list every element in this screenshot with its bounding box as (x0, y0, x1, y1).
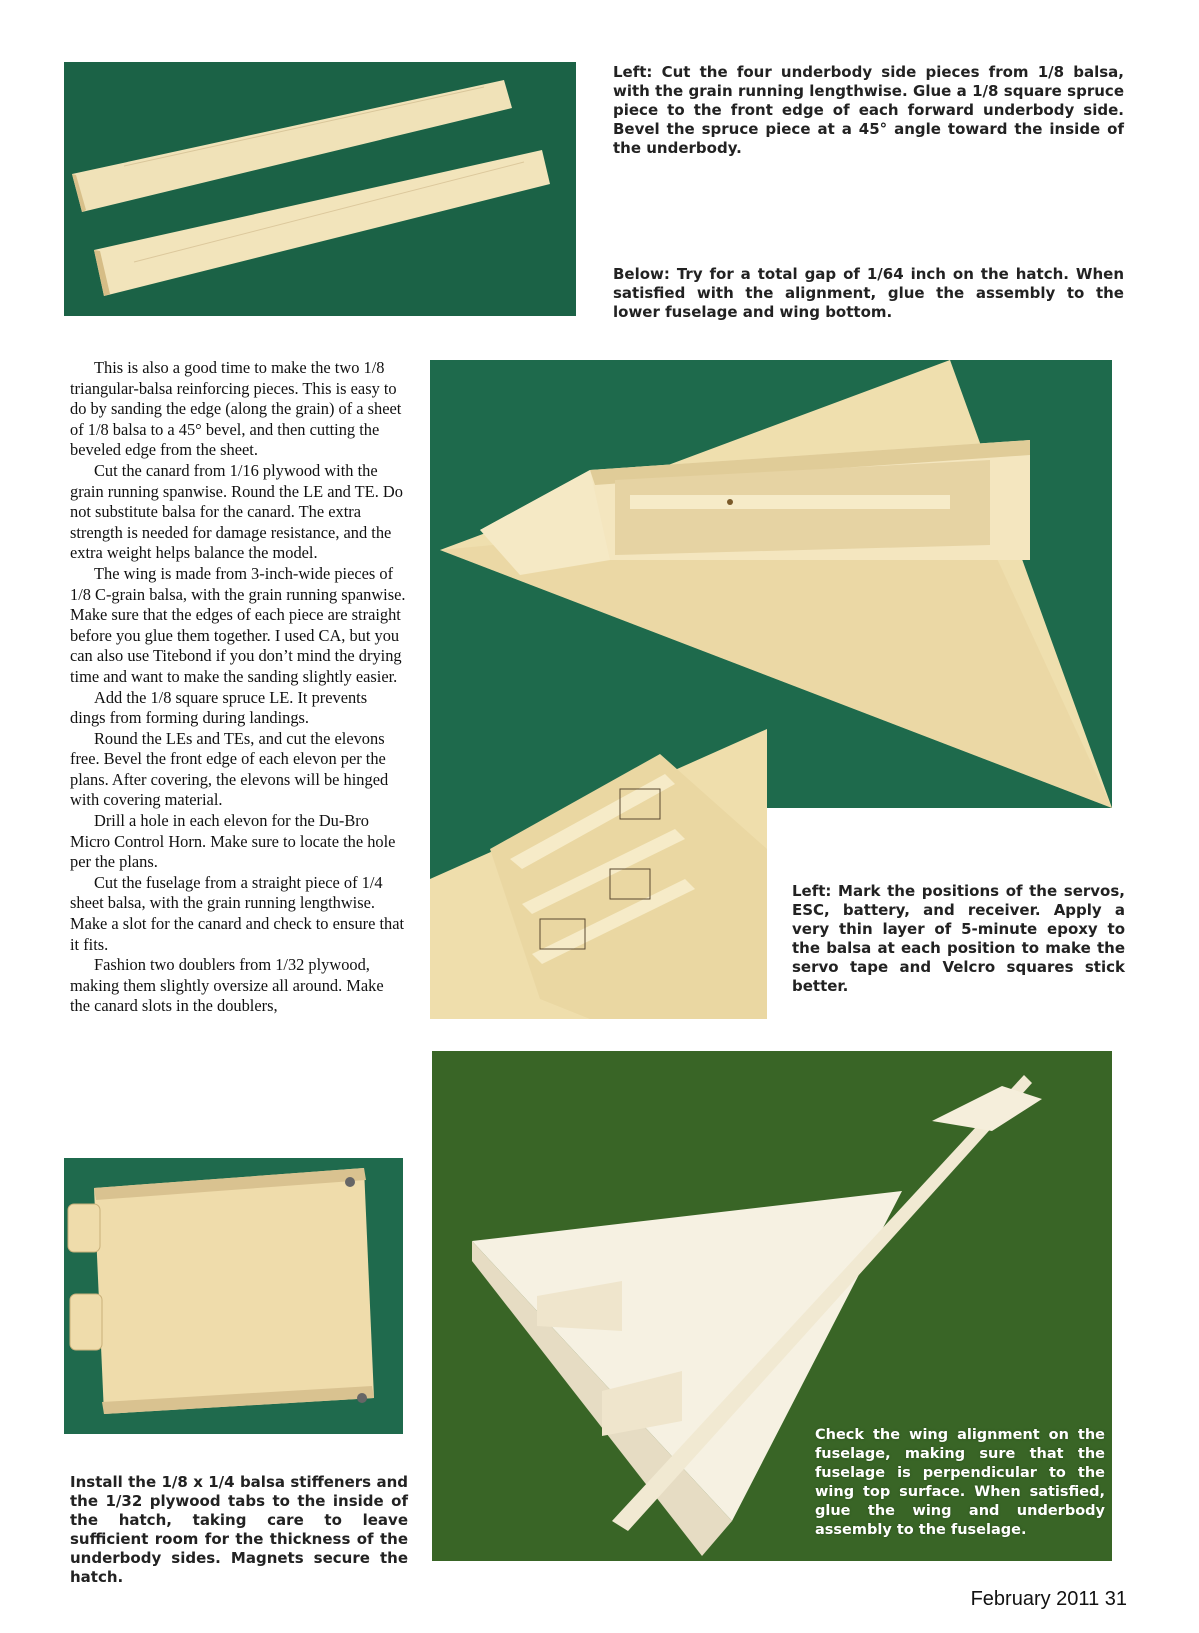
caption-wing-alignment: Check the wing alignment on the fuselage, making sure that the fuselage is perpendicular to the wing top surface. When satisfied, glue the wing and underbody assembly to the fuselage. (815, 1427, 1105, 1538)
photo-servo-positions (430, 729, 767, 1019)
body-paragraph: Round the LEs and TEs, and cut the elevons free. Bevel the front edge of each elevon per the plans. After covering, the elevons will be hinged with covering material. (70, 728, 389, 810)
caption-servo-positions: Left: Mark the positions of the servos, ESC, battery, and receiver. Apply a very thin layer of 5-minute epoxy to the balsa at each position to make the servo tape and Velcro squares stick better. (792, 882, 1125, 995)
photo-hatch (64, 1158, 403, 1434)
body-paragraph: Cut the canard from 1/16 plywood with the grain running spanwise. Round the LE and TE. Do not substitute balsa for the canard. The extra strength is needed for damage resistance, and the extra weight helps balance the model. (70, 460, 403, 563)
article-body (70, 358, 406, 1017)
photo-underbody-sides (64, 62, 576, 316)
body-paragraph: Add the 1/8 square spruce LE. It prevents dings from forming during landings. (70, 687, 368, 728)
caption-underbody-sides: Left: Cut the four underbody side pieces from 1/8 balsa, with the grain running lengthwise. Glue a 1/8 square spruce piece to the front edge of each forward underbody side. Bevel the spruce piece at a 45° angle toward the inside of the underbody. (613, 63, 1124, 157)
caption-hatch-stiffeners: Install the 1/8 x 1/4 balsa stiffeners and the 1/32 plywood tabs to the inside of the hatch, taking care to leave sufficient room for the thickness of the underbody sides. Magnets secure the hatch. (70, 1473, 408, 1586)
body-paragraph: Fashion two doublers from 1/32 plywood, making them slightly oversize all around. Make the canard slots in the doublers, (70, 955, 384, 1016)
body-paragraph: The wing is made from 3-inch-wide pieces of 1/8 C-grain balsa, with the grain running spanwise. Make sure that the edges of each piece are straight before you glue them together. I used CA, but you can also use Titebond if you don’t mind the drying time and want to make the sanding slightly easier. (70, 563, 406, 686)
body-paragraph: This is also a good time to make the two 1/8 triangular-balsa reinforcing pieces. This is easy to do by sanding the edge (along the grain) of a sheet of 1/8 balsa to a 45° bevel, and then cutting the beveled edge from the sheet. (70, 358, 402, 460)
caption-hatch-gap: Below: Try for a total gap of 1/64 inch on the hatch. When satisfied with the alignment, glue the assembly to the lower fuselage and wing bottom. (613, 265, 1124, 321)
body-paragraph: Cut the fuselage from a straight piece of 1/4 sheet balsa, with the grain running lengthwise. Make a slot for the canard and check to ensure that it fits. (70, 872, 405, 954)
page-footer: February 2011 31 (970, 1588, 1127, 1610)
body-paragraph: Drill a hole in each elevon for the Du-Bro Micro Control Horn. Make sure to locate the hole per the plans. (70, 811, 396, 872)
